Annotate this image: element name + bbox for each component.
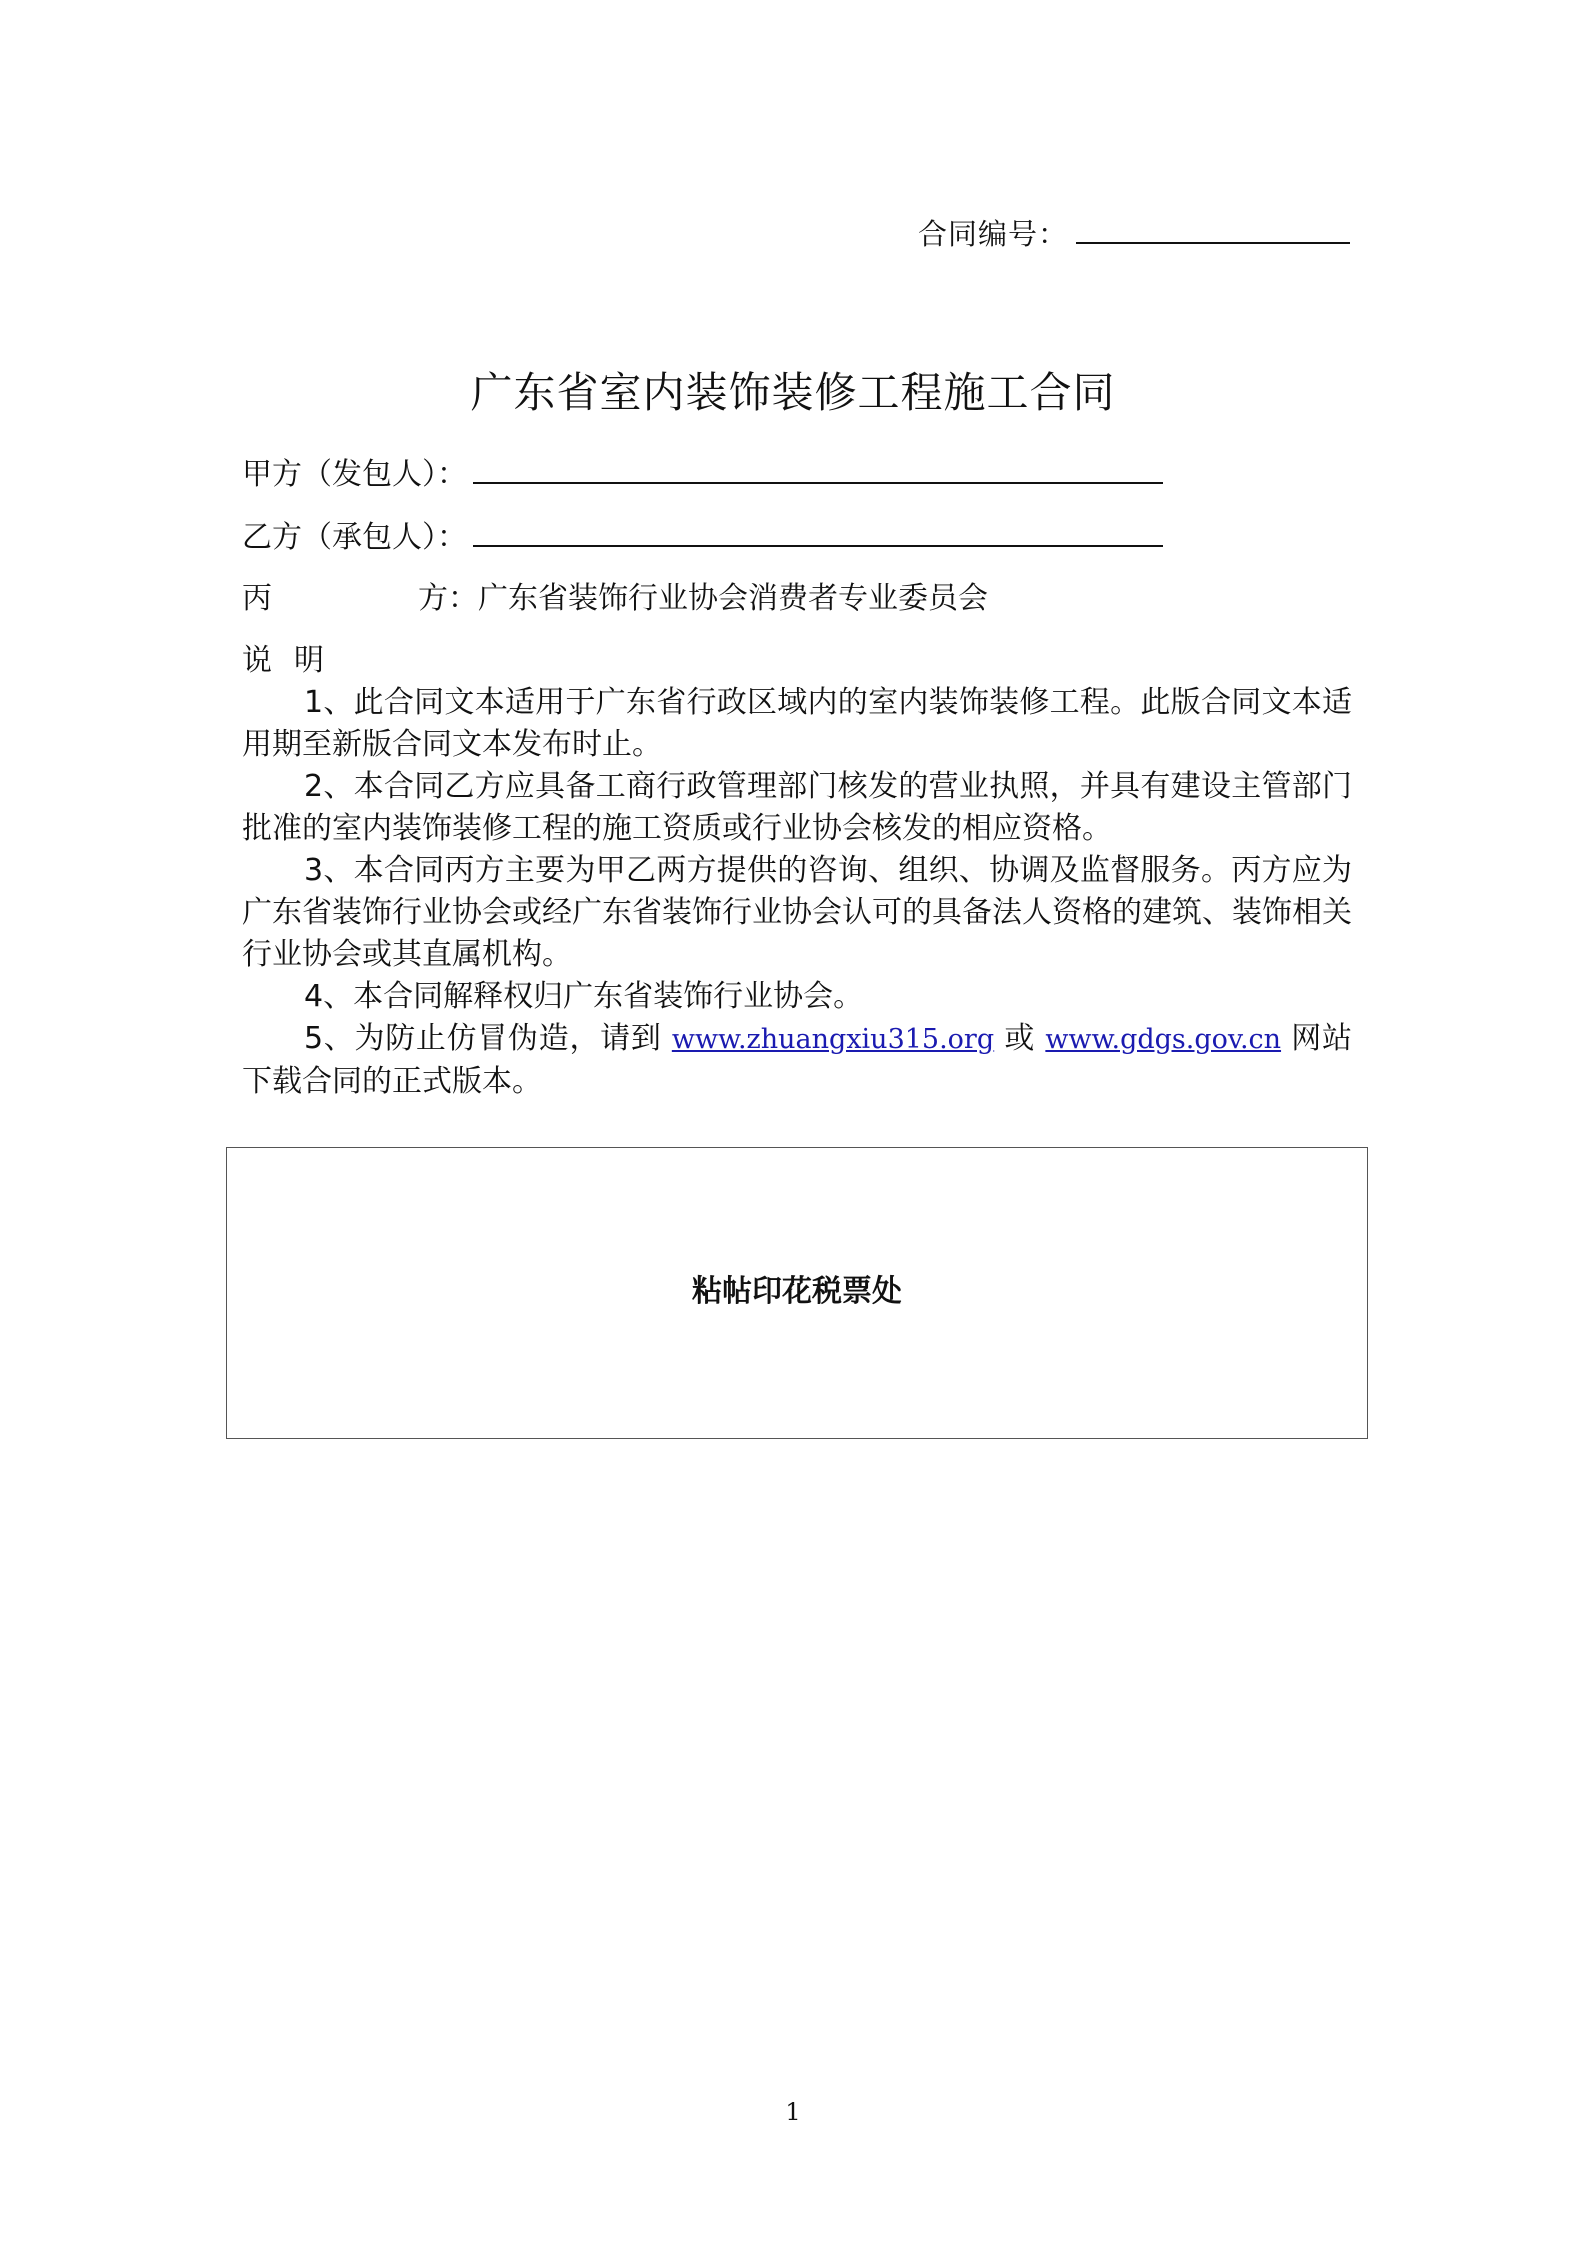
party-c-value: 广东省装饰行业协会消费者专业委员会 xyxy=(478,581,988,616)
party-b-blank[interactable] xyxy=(473,515,1163,547)
contract-number-row xyxy=(918,212,1350,254)
party-c-row xyxy=(242,578,988,620)
note-item-5-suffix: 网站下载合同的正式版本。 xyxy=(242,1021,1353,1099)
note-item-1: 1、此合同文本适用于广东省行政区域内的室内装饰装修工程。此版合同文本适用期至新版合同文本发布时止。 xyxy=(242,685,1352,762)
zhuangxiu315-link[interactable]: www.zhuangxiu315.org xyxy=(671,1024,995,1055)
contract-number-label: 合同编号： xyxy=(918,217,1069,251)
document-title: 广东省室内装饰装修工程施工合同 xyxy=(470,368,1116,417)
note-item-3: 3、本合同丙方主要为甲乙两方提供的咨询、组织、协调及监督服务。丙方应为广东省装饰行业协会或经广东省装饰行业协会认可的具备法人资格的建筑、装饰相关行业协会或其直属机构。 xyxy=(242,853,1352,972)
note-item-2: 2、本合同乙方应具备工商行政管理部门核发的营业执照，并具有建设主管部门批准的室内装饰装修工程的施工资质或行业协会核发的相应资格。 xyxy=(242,769,1352,846)
notes-heading: 说明 xyxy=(242,643,346,678)
party-a-row xyxy=(242,452,1163,496)
party-c-label-right: 方： xyxy=(418,581,478,616)
party-b-label: 乙方（承包人）： xyxy=(242,520,467,555)
note-item-5 xyxy=(242,1018,1352,1103)
party-a-blank[interactable] xyxy=(473,452,1163,484)
contract-number-blank[interactable] xyxy=(1076,212,1350,244)
notes-section xyxy=(242,640,1352,1103)
note-item-4: 4、本合同解释权归广东省装饰行业协会。 xyxy=(304,979,864,1014)
page-number: 1 xyxy=(785,2098,801,2126)
party-c-label-left: 丙 xyxy=(242,581,272,616)
note-item-5-prefix: 5、为防止仿冒伪造，请到 xyxy=(304,1021,662,1056)
note-item-5-middle: 或 xyxy=(1004,1021,1036,1056)
party-b-row xyxy=(242,515,1163,559)
stamp-box xyxy=(226,1147,1368,1439)
gdgs-link[interactable]: www.gdgs.gov.cn xyxy=(1045,1024,1282,1055)
stamp-box-label: 粘帖印花税票处 xyxy=(692,1274,902,1309)
party-a-label: 甲方（发包人）： xyxy=(242,457,467,492)
